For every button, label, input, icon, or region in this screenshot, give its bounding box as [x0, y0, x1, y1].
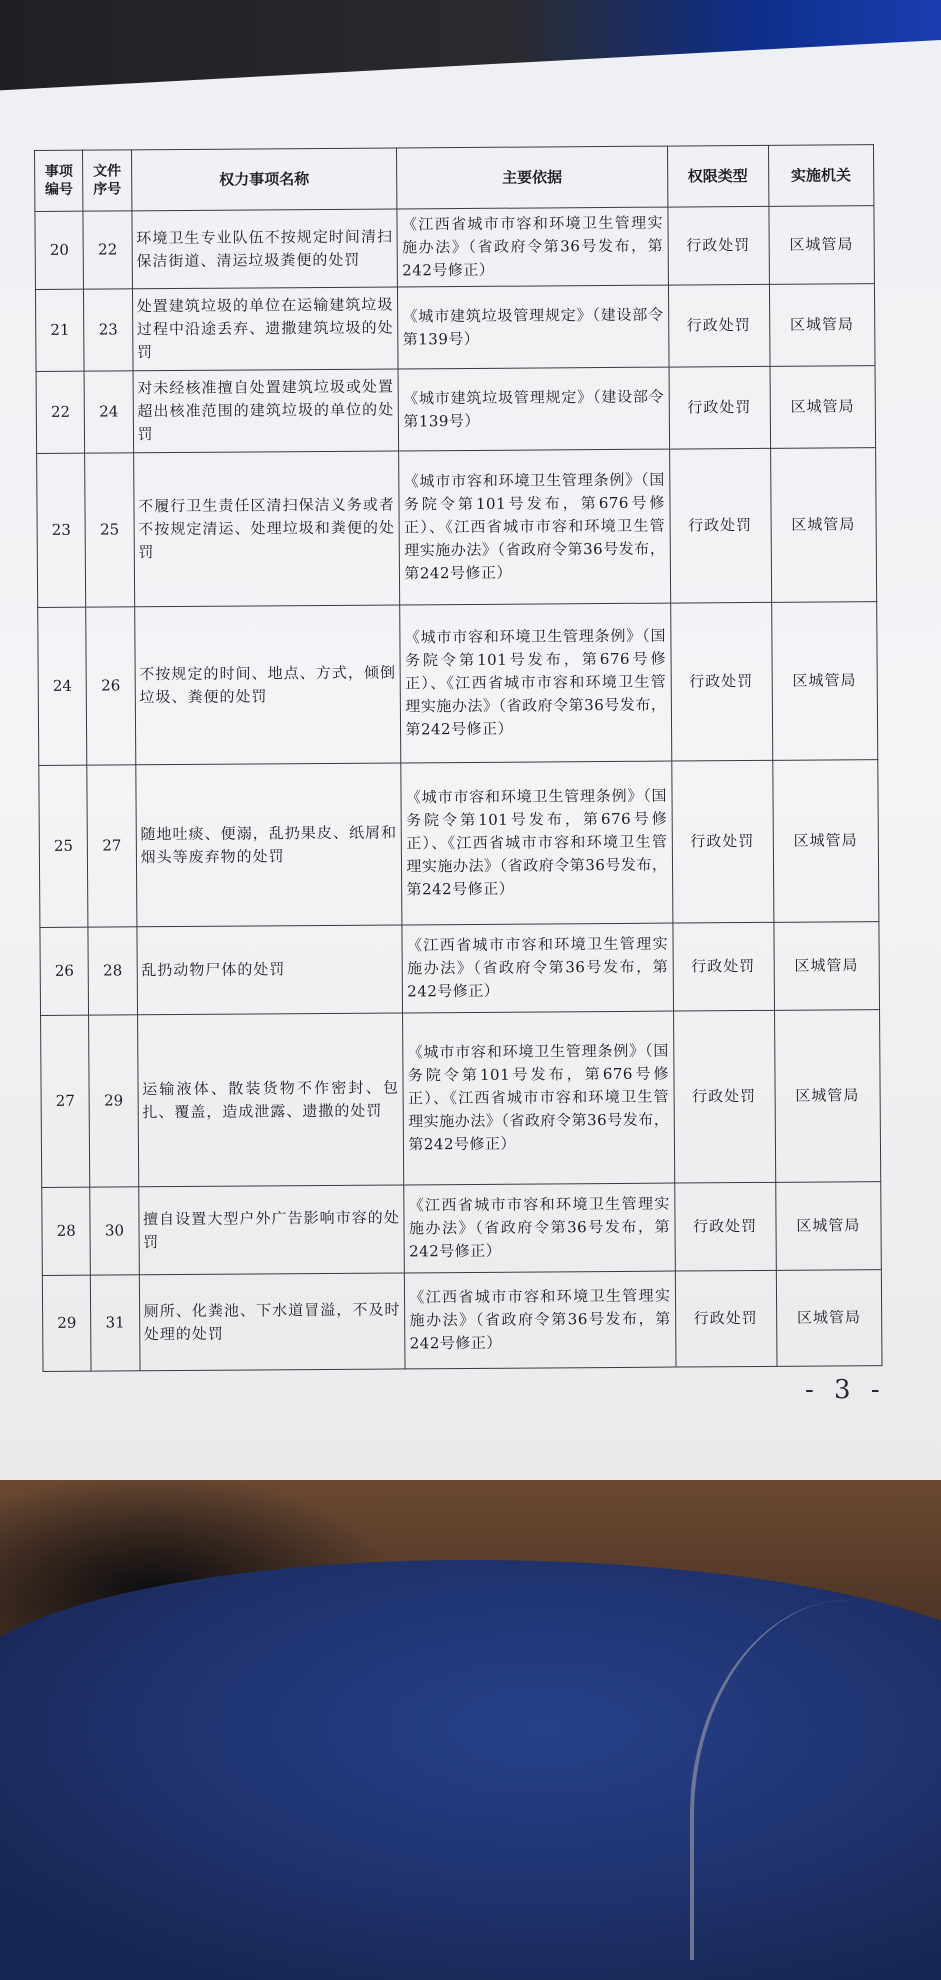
- item-no-cell: 28: [42, 1187, 91, 1275]
- table-row: [40, 922, 880, 1016]
- agency-cell: 区城管局: [771, 602, 878, 761]
- power-type-cell: 行政处罚: [673, 1010, 775, 1183]
- table-row: [35, 284, 875, 372]
- table-header-row: [35, 145, 874, 212]
- basis-cell: 《江西省城市市容和环境卫生管理实施办法》（省政府令第36号发布，第242号修正）: [397, 207, 668, 287]
- basis-cell: 《城市市容和环境卫生管理条例》（国务院令第101号发布，第676号修正）、《江西省城市市容和环境卫生管理实施办法》（省政府令第36号发布，第242号修正）: [399, 449, 670, 605]
- power-type-cell: 行政处罚: [674, 1182, 776, 1271]
- power-items-table: [34, 144, 883, 1372]
- file-no-cell: 25: [85, 453, 134, 607]
- table-row: [39, 760, 879, 928]
- agency-cell: 区城管局: [774, 1010, 881, 1183]
- power-type-cell: 行政处罚: [669, 366, 771, 449]
- table-row: [38, 602, 878, 766]
- power-type-cell: 行政处罚: [669, 448, 771, 603]
- header-file-no: 文件序号: [83, 150, 132, 211]
- power-type-cell: 行政处罚: [675, 1270, 777, 1367]
- item-no-cell: 24: [38, 607, 87, 765]
- item-name-cell: 乱扔动物尸体的处罚: [137, 925, 403, 1015]
- agency-cell: 区城管局: [772, 760, 879, 923]
- item-no-cell: 26: [40, 927, 89, 1015]
- file-no-cell: 23: [84, 289, 133, 371]
- header-basis: 主要依据: [397, 146, 668, 209]
- agency-cell: 区城管局: [773, 922, 879, 1011]
- item-no-cell: 25: [39, 765, 88, 927]
- agency-cell: 区城管局: [770, 366, 876, 449]
- table-row: [35, 206, 875, 290]
- item-name-cell: 运输液体、散装货物不作密封、包扎、覆盖，造成泄露、遗撒的处罚: [137, 1013, 404, 1187]
- item-name-cell: 擅自设置大型户外广告影响市容的处罚: [138, 1185, 404, 1275]
- table-row: [42, 1270, 882, 1372]
- header-power-type: 权限类型: [667, 145, 768, 207]
- header-item-no: 事项编号: [35, 150, 84, 211]
- file-no-cell: 30: [90, 1187, 139, 1275]
- file-no-cell: 31: [91, 1275, 140, 1371]
- item-no-cell: 27: [41, 1015, 91, 1187]
- file-no-cell: 26: [86, 607, 135, 765]
- agency-cell: 区城管局: [769, 284, 875, 367]
- item-no-cell: 29: [42, 1275, 91, 1371]
- item-no-cell: 22: [36, 371, 85, 453]
- agency-cell: 区城管局: [776, 1270, 882, 1367]
- item-name-cell: 对未经核准擅自处置建筑垃圾或处置超出核准范围的建筑垃圾的单位的处罚: [133, 369, 399, 453]
- basis-cell: 《城市市容和环境卫生管理条例》（国务院令第101号发布，第676号修正）、《江西省城市市容和环境卫生管理实施办法》（省政府令第36号发布，第242号修正）: [401, 761, 672, 925]
- power-type-cell: 行政处罚: [671, 760, 773, 923]
- item-name-cell: 不履行卫生责任区清扫保洁义务或者不按规定清运、处理垃圾和粪便的处罚: [133, 451, 400, 607]
- file-no-cell: 27: [87, 765, 136, 927]
- item-name-cell: 不按规定的时间、地点、方式，倾倒垃圾、粪便的处罚: [134, 605, 401, 765]
- power-type-cell: 行政处罚: [668, 284, 770, 367]
- header-name: 权力事项名称: [131, 148, 397, 211]
- page-number: - 3 -: [805, 1375, 886, 1405]
- file-no-cell: 22: [83, 211, 132, 289]
- basis-cell: 《江西省城市市容和环境卫生管理实施办法》（省政府令第36号发布，第242号修正）: [405, 1271, 676, 1369]
- item-name-cell: 环境卫生专业队伍不按规定时间清扫保洁街道、清运垃圾粪便的处罚: [132, 209, 398, 289]
- table-row: [42, 1182, 882, 1276]
- basis-cell: 《城市建筑垃圾管理规定》（建设部令第139号）: [398, 367, 669, 451]
- table-row: [37, 448, 877, 608]
- file-no-cell: 28: [88, 927, 137, 1015]
- file-no-cell: 24: [84, 371, 133, 453]
- agency-cell: 区城管局: [770, 448, 877, 603]
- table-row: [41, 1010, 881, 1188]
- basis-cell: 《江西省城市市容和环境卫生管理实施办法》（省政府令第36号发布，第242号修正）: [402, 923, 673, 1013]
- basis-cell: 《城市市容和环境卫生管理条例》（国务院令第101号发布，第676号修正）、《江西省城市市容和环境卫生管理实施办法》（省政府令第36号发布，第242号修正）: [403, 1011, 674, 1185]
- item-name-cell: 厕所、化粪池、下水道冒溢，不及时处理的处罚: [139, 1273, 405, 1371]
- power-type-cell: 行政处罚: [667, 206, 769, 285]
- power-type-cell: 行政处罚: [670, 602, 772, 761]
- agency-cell: 区城管局: [775, 1182, 881, 1271]
- basis-cell: 《城市建筑垃圾管理规定》（建设部令第139号）: [398, 285, 669, 369]
- item-no-cell: 21: [35, 289, 84, 371]
- basis-cell: 《江西省城市市容和环境卫生管理实施办法》（省政府令第36号发布，第242号修正）: [404, 1183, 675, 1273]
- item-no-cell: 23: [37, 453, 86, 607]
- power-type-cell: 行政处罚: [672, 922, 774, 1011]
- table-row: [36, 366, 876, 454]
- file-no-cell: 29: [89, 1015, 139, 1187]
- basis-cell: 《城市市容和环境卫生管理条例》（国务院令第101号发布，第676号修正）、《江西省城市市容和环境卫生管理实施办法》（省政府令第36号发布，第242号修正）: [400, 603, 671, 763]
- item-no-cell: 20: [35, 211, 84, 289]
- item-name-cell: 随地吐痰、便溺，乱扔果皮、纸屑和烟头等废弃物的处罚: [135, 763, 402, 927]
- agency-cell: 区城管局: [768, 206, 874, 285]
- item-name-cell: 处置建筑垃圾的单位在运输建筑垃圾过程中沿途丢弃、遗撒建筑垃圾的处罚: [132, 287, 398, 371]
- header-agency: 实施机关: [768, 145, 874, 207]
